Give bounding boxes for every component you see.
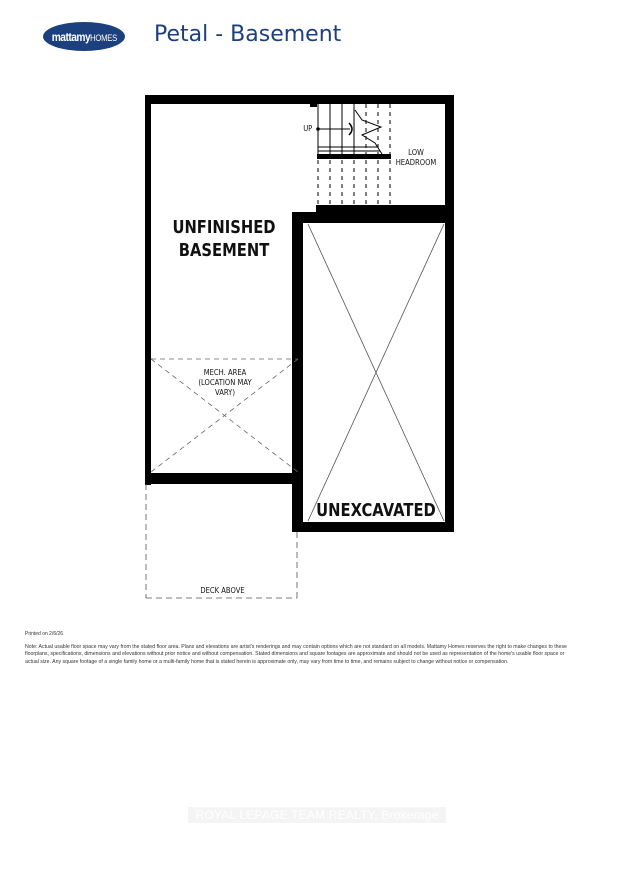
brokerage-watermark: ROYAL LEPAGE TEAM REALTY, Brokerage bbox=[188, 807, 446, 823]
printed-date: Printed on 2/6/26 bbox=[25, 631, 64, 637]
room-label-low-headroom: LOW HEADROOM bbox=[395, 148, 437, 167]
room-label-mech-area: MECH. AREA (LOCATION MAY VARY) bbox=[198, 368, 252, 397]
stairs-up-label: UP bbox=[303, 124, 313, 133]
page-title: Petal - Basement bbox=[154, 22, 342, 47]
room-label-unexcavated: UNEXCAVATED bbox=[316, 500, 436, 521]
room-label-unfinished-basement: UNFINISHED BASEMENT bbox=[172, 217, 276, 261]
room-label-deck-above: DECK ABOVE bbox=[200, 586, 245, 595]
logo-text: mattamyHOMES bbox=[51, 29, 117, 44]
disclaimer-note: Note: Actual usable floor space may vary from the stated floor area. Plans and elevations are artist's renderings and may contain options which are not standard on all models. Mattamy Homes reserves the right to make changes to these floorplans, specifications, dimensions and elevations without prior notice and without compensation. Stated dimensions and square footages are approximate and should not be used as representation of the home's usable floor space or actual size. Any square footage of a single family home or a multi-family home that is stated herein is approximate only, may vary from time to time, and remains subject to change without notice or compensation. bbox=[25, 644, 567, 665]
